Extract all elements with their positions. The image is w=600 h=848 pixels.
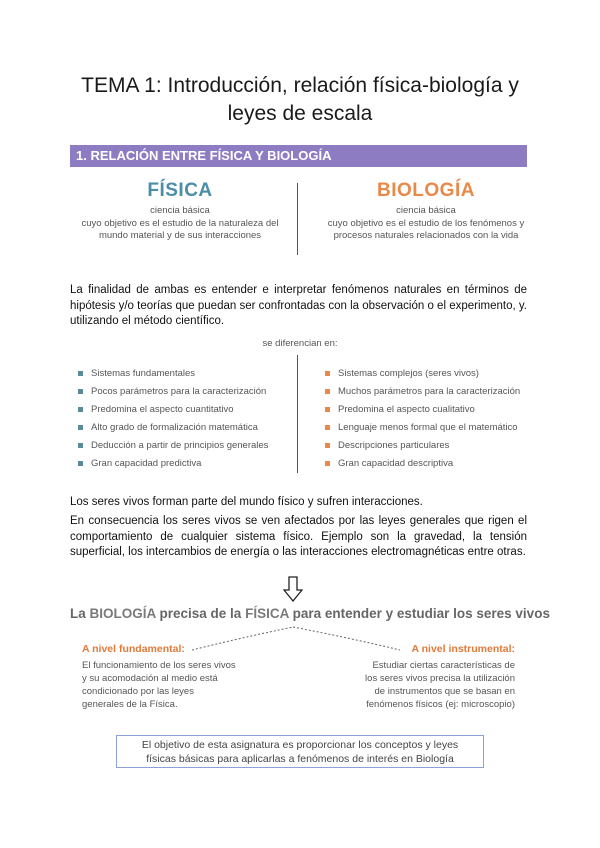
square-bullet-icon xyxy=(325,425,330,430)
list-item: Sistemas complejos (seres vivos) xyxy=(325,365,535,383)
differ-label: se diferencian en: xyxy=(262,338,338,349)
title-line-2: leyes de escala xyxy=(227,102,373,125)
list-item: Predomina el aspecto cualitativo xyxy=(325,401,535,419)
down-arrow-icon xyxy=(283,576,303,602)
list-item: Gran capacidad predictiva xyxy=(78,455,288,473)
biologia-traits-list xyxy=(325,365,535,473)
biologia-heading: BIOLOGÍA xyxy=(377,180,475,201)
square-bullet-icon xyxy=(325,461,330,466)
course-objective-box xyxy=(116,735,484,768)
list-item: Gran capacidad descriptiva xyxy=(325,455,535,473)
biology-needs-physics-headline: La BIOLOGÍA precisa de la FÍSICA para entender y estudiar los seres vivos xyxy=(70,606,550,621)
square-bullet-icon xyxy=(78,425,83,430)
square-bullet-icon xyxy=(78,389,83,394)
list-item: Lenguaje menos formal que el matemático xyxy=(325,419,535,437)
fisica-desc-line-1: cuyo objetivo es el estudio de la naturaleza del xyxy=(81,217,279,229)
list-item: Sistemas fundamentales xyxy=(78,365,288,383)
list-item: Alto grado de formalización matemática xyxy=(78,419,288,437)
fisica-traits-list xyxy=(78,365,288,473)
fisica-definition xyxy=(70,180,290,243)
biologia-desc-line-2: procesos naturales relacionados con la vida xyxy=(333,230,519,241)
list-item: Muchos parámetros para la caracterización xyxy=(325,383,535,401)
title-line-1: TEMA 1: Introducción, relación física-biología y xyxy=(81,74,519,97)
list-item: Predomina el aspecto cuantitativo xyxy=(78,401,288,419)
instrumental-level-label: A nivel instrumental: xyxy=(411,643,515,655)
square-bullet-icon xyxy=(325,371,330,376)
square-bullet-icon xyxy=(78,371,83,376)
square-bullet-icon xyxy=(325,389,330,394)
fundamental-level-label: A nivel fundamental: xyxy=(82,643,185,655)
instrumental-level xyxy=(300,643,515,711)
fisica-desc-line-2: mundo material y de sus interacciones xyxy=(98,230,262,241)
square-bullet-icon xyxy=(78,407,83,412)
list-item: Descripciones particulares xyxy=(325,437,535,455)
square-bullet-icon xyxy=(325,407,330,412)
list-item: Deducción a partir de principios generales xyxy=(78,437,288,455)
objective-line-2: físicas básicas para aplicarlas a fenómenos de interés en Biología xyxy=(146,753,454,765)
intro-paragraph: La finalidad de ambas es entender e interpretar fenómenos naturales en términos de hipótesis y/o teorías que puedan ser confrontadas con la observación o el experimento, y. utilizando el método científico. xyxy=(70,284,527,327)
fundamental-level xyxy=(82,643,292,711)
square-bullet-icon xyxy=(325,443,330,448)
biologia-desc-line-1: cuyo objetivo es el estudio de los fenómenos y xyxy=(327,217,525,229)
paragraph-physical-world: Los seres vivos forman parte del mundo físico y sufren interacciones. xyxy=(70,496,423,508)
fisica-heading: FÍSICA xyxy=(147,180,213,201)
paragraph-general-laws: En consecuencia los seres vivos se ven afectados por las leyes generales que rigen el comportamiento de cualquier sistema físico. Ejemplo son la gravedad, la tensión superficial, los intercambios de energía o las interacciones electromagnéticas entre otras. xyxy=(70,515,527,558)
column-divider xyxy=(297,183,298,255)
biologia-subtitle: ciencia básica xyxy=(396,205,456,216)
page-title xyxy=(40,72,560,128)
biologia-definition xyxy=(315,180,537,243)
objective-line-1: El objetivo de esta asignatura es proporcionar los conceptos y leyes xyxy=(141,739,459,751)
instrumental-level-text: Estudiar ciertas características de los seres vivos precisa la utilización de instrumentos que se basan en fenómenos físicos (ej: microscopio) xyxy=(365,660,515,710)
fundamental-level-text: El funcionamiento de los seres vivos y su acomodación al medio está condicionado por las leyes generales de la Física. xyxy=(82,660,236,710)
fisica-subtitle: ciencia básica xyxy=(150,205,210,216)
section-heading-bar: 1. RELACIÓN ENTRE FÍSICA Y BIOLOGÍA xyxy=(70,145,527,167)
list-item: Pocos parámetros para la caracterización xyxy=(78,383,288,401)
traits-divider xyxy=(297,355,298,473)
square-bullet-icon xyxy=(78,461,83,466)
square-bullet-icon xyxy=(78,443,83,448)
